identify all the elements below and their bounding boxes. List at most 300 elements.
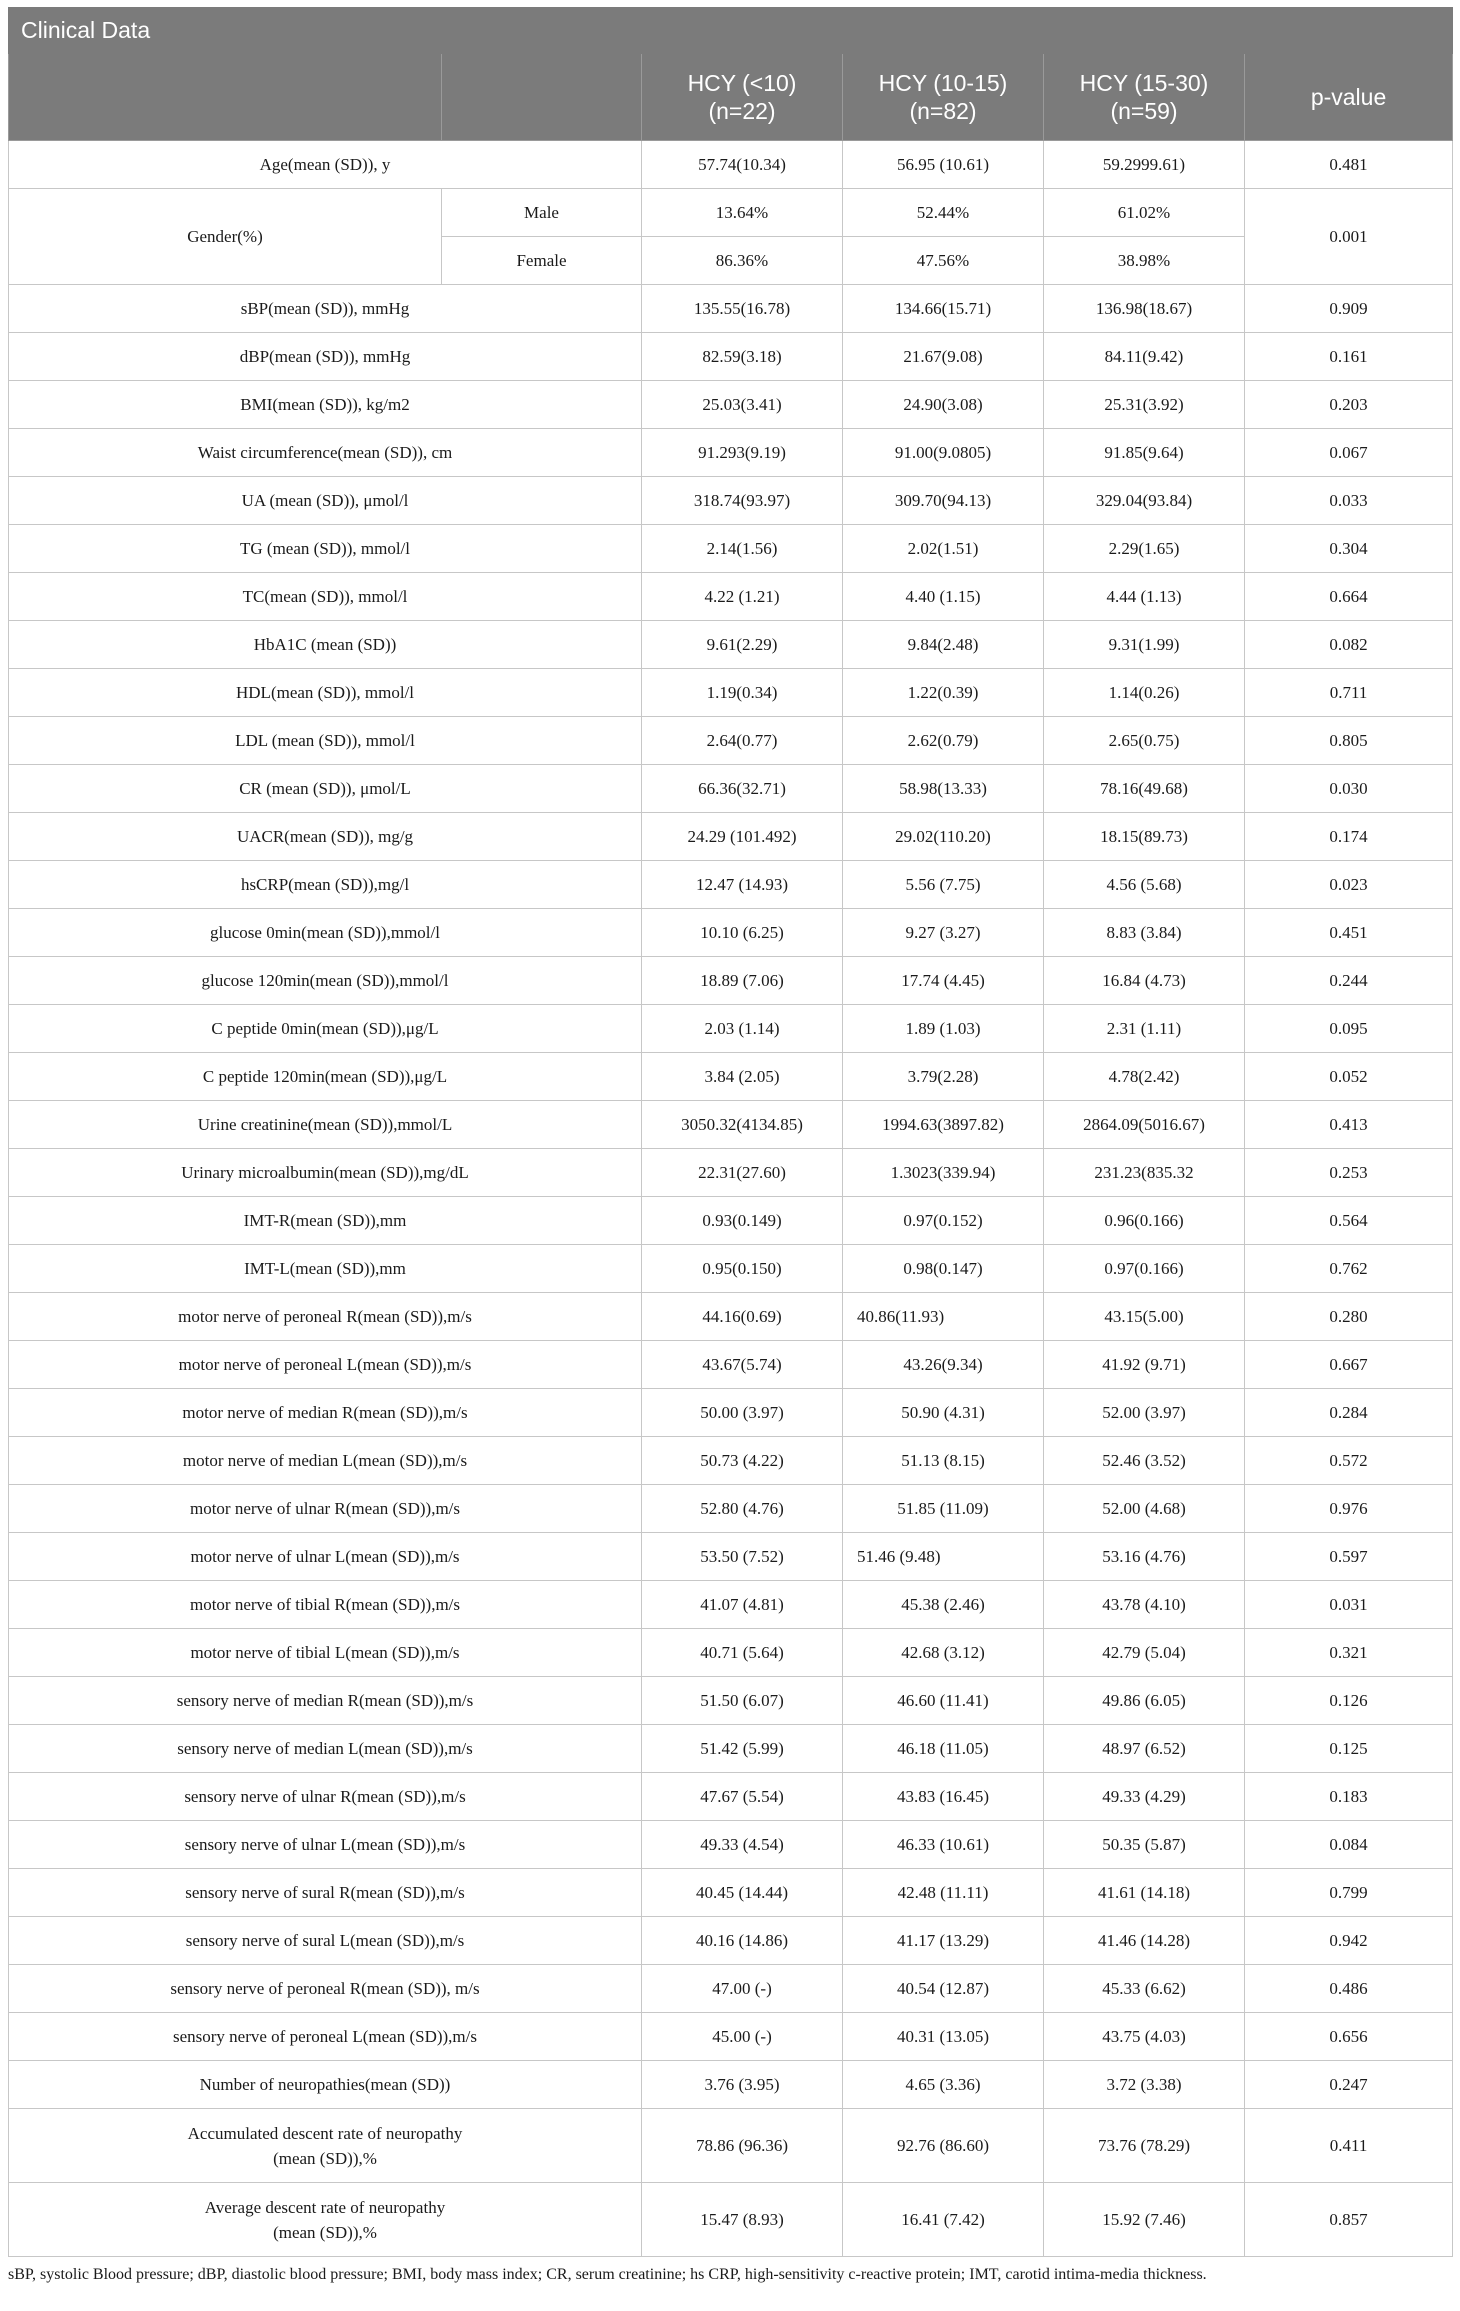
value-cell: 53.16 (4.76) [1044, 1533, 1245, 1581]
value-cell: 46.18 (11.05) [843, 1725, 1044, 1773]
value-cell: 0.97(0.152) [843, 1197, 1044, 1245]
value-cell: 78.16(49.68) [1044, 765, 1245, 813]
row-label [9, 621, 642, 669]
row-label [9, 1245, 642, 1293]
table-row [9, 2109, 1453, 2183]
value-cell: 0.95(0.150) [642, 1245, 843, 1293]
row-label-line: sensory nerve of median R(mean (SD)),m/s [176, 1690, 474, 1710]
value-cell: 50.73 (4.22) [642, 1437, 843, 1485]
row-label [9, 1725, 642, 1773]
row-label-line: TG (mean (SD)), mmol/l [240, 538, 410, 558]
value-cell: 9.84(2.48) [843, 621, 1044, 669]
value-cell: 8.83 (3.84) [1044, 909, 1245, 957]
value-cell: 48.97 (6.52) [1044, 1725, 1245, 1773]
value-cell: 16.41 (7.42) [843, 2183, 1044, 2257]
value-cell: 59.2999.61) [1044, 141, 1245, 189]
header-p-value: p-value [1245, 54, 1453, 141]
value-cell: 84.11(9.42) [1044, 333, 1245, 381]
table-row [9, 1149, 1453, 1197]
row-label [9, 1869, 642, 1917]
value-cell: 17.74 (4.45) [843, 957, 1044, 1005]
row-label-line: sensory nerve of peroneal L(mean (SD)),m/s [172, 2026, 477, 2046]
table-row [9, 717, 1453, 765]
row-label [9, 429, 642, 477]
p-value-cell: 0.067 [1245, 429, 1453, 477]
value-cell: 18.89 (7.06) [642, 957, 843, 1005]
value-cell: 2.31 (1.11) [1044, 1005, 1245, 1053]
table-row [9, 333, 1453, 381]
row-label [9, 669, 642, 717]
table-row [9, 1725, 1453, 1773]
value-cell: 231.23(835.32 [1044, 1149, 1245, 1197]
row-label [9, 1197, 642, 1245]
value-cell: 40.71 (5.64) [642, 1629, 843, 1677]
p-value-cell: 0.411 [1245, 2109, 1453, 2183]
value-cell: 18.15(89.73) [1044, 813, 1245, 861]
value-cell: 22.31(27.60) [642, 1149, 843, 1197]
value-cell: 3.84 (2.05) [642, 1053, 843, 1101]
p-value-cell: 0.711 [1245, 669, 1453, 717]
value-cell: 1.22(0.39) [843, 669, 1044, 717]
value-cell: 9.27 (3.27) [843, 909, 1044, 957]
p-value-cell: 0.030 [1245, 765, 1453, 813]
value-cell: 4.56 (5.68) [1044, 861, 1245, 909]
value-cell: 43.75 (4.03) [1044, 2013, 1245, 2061]
table-row [9, 1053, 1453, 1101]
table-row [9, 813, 1453, 861]
row-label-line: sensory nerve of ulnar L(mean (SD)),m/s [184, 1834, 466, 1854]
p-value-cell: 0.125 [1245, 1725, 1453, 1773]
value-cell: 42.48 (11.11) [843, 1869, 1044, 1917]
row-label-line: sensory nerve of ulnar R(mean (SD)),m/s [184, 1786, 466, 1806]
row-label [9, 1149, 642, 1197]
value-cell: 61.02% [1044, 189, 1245, 237]
value-cell: 5.56 (7.75) [843, 861, 1044, 909]
row-label [9, 1005, 642, 1053]
p-value-cell: 0.284 [1245, 1389, 1453, 1437]
table-row [9, 429, 1453, 477]
value-cell: 92.76 (86.60) [843, 2109, 1044, 2183]
row-label [9, 1821, 642, 1869]
value-cell: 78.86 (96.36) [642, 2109, 843, 2183]
row-label [9, 1053, 642, 1101]
table-row [9, 669, 1453, 717]
p-value-cell: 0.082 [1245, 621, 1453, 669]
row-label [9, 717, 642, 765]
p-value-cell: 0.001 [1245, 189, 1453, 285]
p-value-cell: 0.280 [1245, 1293, 1453, 1341]
table-row [9, 1821, 1453, 1869]
p-value-cell: 0.183 [1245, 1773, 1453, 1821]
value-cell: 86.36% [642, 237, 843, 285]
value-cell: 2864.09(5016.67) [1044, 1101, 1245, 1149]
row-label [9, 1437, 642, 1485]
header-hcy-high-name: HCY (15-30) [1079, 70, 1209, 96]
p-value-cell: 0.052 [1245, 1053, 1453, 1101]
value-cell: 40.45 (14.44) [642, 1869, 843, 1917]
value-cell: 49.33 (4.29) [1044, 1773, 1245, 1821]
value-cell: 2.64(0.77) [642, 717, 843, 765]
row-label [9, 285, 642, 333]
value-cell: 135.55(16.78) [642, 285, 843, 333]
value-cell: 45.33 (6.62) [1044, 1965, 1245, 2013]
p-value-cell: 0.023 [1245, 861, 1453, 909]
row-label-line: motor nerve of median L(mean (SD)),m/s [182, 1450, 468, 1470]
value-cell: 4.65 (3.36) [843, 2061, 1044, 2109]
value-cell: 52.44% [843, 189, 1044, 237]
row-label [9, 765, 642, 813]
value-cell: 24.90(3.08) [843, 381, 1044, 429]
value-cell: 58.98(13.33) [843, 765, 1044, 813]
value-cell: 3050.32(4134.85) [642, 1101, 843, 1149]
table-row [9, 621, 1453, 669]
table-row [9, 573, 1453, 621]
value-cell: 91.85(9.64) [1044, 429, 1245, 477]
table-row [9, 525, 1453, 573]
subgroup-label-female: Female [442, 237, 642, 285]
row-label [9, 813, 642, 861]
row-label-line: motor nerve of tibial R(mean (SD)),m/s [189, 1594, 461, 1614]
value-cell: 309.70(94.13) [843, 477, 1044, 525]
value-cell: 1.89 (1.03) [843, 1005, 1044, 1053]
value-cell: 0.93(0.149) [642, 1197, 843, 1245]
value-cell: 50.90 (4.31) [843, 1389, 1044, 1437]
row-label-line: sensory nerve of median L(mean (SD)),m/s [177, 1738, 473, 1758]
header-hcy-mid-name: HCY (10-15) [878, 70, 1008, 96]
table-row [9, 909, 1453, 957]
table-row [9, 2013, 1453, 2061]
table-row [9, 1917, 1453, 1965]
table-row [9, 2183, 1453, 2257]
value-cell: 73.76 (78.29) [1044, 2109, 1245, 2183]
row-label [9, 2183, 642, 2257]
value-cell: 51.85 (11.09) [843, 1485, 1044, 1533]
row-label-line: sensory nerve of sural R(mean (SD)),m/s [185, 1882, 465, 1902]
row-label [9, 1389, 642, 1437]
row-label-line: C peptide 120min(mean (SD)),μg/L [202, 1066, 448, 1086]
table-row [9, 1869, 1453, 1917]
value-cell: 12.47 (14.93) [642, 861, 843, 909]
subgroup-label-male: Male [442, 189, 642, 237]
p-value-cell: 0.451 [1245, 909, 1453, 957]
value-cell: 51.13 (8.15) [843, 1437, 1044, 1485]
value-cell: 2.14(1.56) [642, 525, 843, 573]
row-label-line: BMI(mean (SD)), kg/m2 [240, 394, 410, 414]
table-row [9, 1101, 1453, 1149]
row-label [9, 1917, 642, 1965]
table-row [9, 1533, 1453, 1581]
row-label [9, 1965, 642, 2013]
value-cell: 4.44 (1.13) [1044, 573, 1245, 621]
table-row [9, 957, 1453, 1005]
value-cell: 41.61 (14.18) [1044, 1869, 1245, 1917]
value-cell: 4.78(2.42) [1044, 1053, 1245, 1101]
table-row [9, 765, 1453, 813]
value-cell: 43.26(9.34) [843, 1341, 1044, 1389]
value-cell: 49.33 (4.54) [642, 1821, 843, 1869]
value-cell: 40.86(11.93) [843, 1293, 1044, 1341]
header-hcy-high [1044, 54, 1245, 141]
p-value-cell: 0.976 [1245, 1485, 1453, 1533]
value-cell: 46.33 (10.61) [843, 1821, 1044, 1869]
value-cell: 2.03 (1.14) [642, 1005, 843, 1053]
value-cell: 0.98(0.147) [843, 1245, 1044, 1293]
clinical-data-table-container [8, 7, 1452, 2257]
header-hcy-low [642, 54, 843, 141]
row-label-line: (mean (SD)),% [273, 2222, 377, 2242]
value-cell: 3.72 (3.38) [1044, 2061, 1245, 2109]
value-cell: 51.46 (9.48) [843, 1533, 1044, 1581]
value-cell: 44.16(0.69) [642, 1293, 843, 1341]
value-cell: 41.92 (9.71) [1044, 1341, 1245, 1389]
value-cell: 47.56% [843, 237, 1044, 285]
header-hcy-low-name: HCY (<10) [687, 70, 797, 96]
header-hcy-high-n: (n=59) [1110, 98, 1178, 124]
row-label-line: C peptide 0min(mean (SD)),μg/L [211, 1018, 439, 1038]
p-value-cell: 0.174 [1245, 813, 1453, 861]
row-label [9, 1677, 642, 1725]
row-label [9, 1533, 642, 1581]
row-label [9, 525, 642, 573]
table-row [9, 285, 1453, 333]
header-variable-blank [9, 54, 442, 141]
row-label [9, 1293, 642, 1341]
row-label-line: motor nerve of peroneal R(mean (SD)),m/s [178, 1306, 472, 1326]
value-cell: 329.04(93.84) [1044, 477, 1245, 525]
p-value-cell: 0.253 [1245, 1149, 1453, 1197]
table-row [9, 1005, 1453, 1053]
p-value-cell: 0.031 [1245, 1581, 1453, 1629]
row-label [9, 573, 642, 621]
row-label [9, 1773, 642, 1821]
value-cell: 42.68 (3.12) [843, 1629, 1044, 1677]
value-cell: 52.46 (3.52) [1044, 1437, 1245, 1485]
value-cell: 42.79 (5.04) [1044, 1629, 1245, 1677]
p-value-cell: 0.799 [1245, 1869, 1453, 1917]
value-cell: 38.98% [1044, 237, 1245, 285]
value-cell: 50.35 (5.87) [1044, 1821, 1245, 1869]
row-label-gender: Gender(%) [9, 189, 442, 285]
p-value-cell: 0.857 [1245, 2183, 1453, 2257]
row-label [9, 1581, 642, 1629]
p-value-cell: 0.664 [1245, 573, 1453, 621]
row-label-line: Urine creatinine(mean (SD)),mmol/L [197, 1114, 453, 1134]
value-cell: 10.10 (6.25) [642, 909, 843, 957]
row-label-line: Age(mean (SD)), y [259, 154, 391, 174]
row-label-line: CR (mean (SD)), μmol/L [239, 778, 411, 798]
table-row [9, 1485, 1453, 1533]
p-value-cell: 0.203 [1245, 381, 1453, 429]
value-cell: 45.38 (2.46) [843, 1581, 1044, 1629]
row-label-line: Urinary microalbumin(mean (SD)),mg/dL [181, 1162, 469, 1182]
value-cell: 47.00 (-) [642, 1965, 843, 2013]
table-row [9, 2061, 1453, 2109]
row-label-line: LDL (mean (SD)), mmol/l [235, 730, 415, 750]
value-cell: 24.29 (101.492) [642, 813, 843, 861]
table-footnote: sBP, systolic Blood pressure; dBP, diastolic blood pressure; BMI, body mass index; CR, serum creatinine; hs CRP, high-sensitivity c-reactive protein; IMT, carotid intima-media thickness. [8, 2266, 1207, 2283]
table-row [9, 1437, 1453, 1485]
p-value-cell: 0.033 [1245, 477, 1453, 525]
row-label-line: motor nerve of peroneal L(mean (SD)),m/s [178, 1354, 472, 1374]
value-cell: 3.79(2.28) [843, 1053, 1044, 1101]
table-row [9, 1677, 1453, 1725]
row-label-line: dBP(mean (SD)), mmHg [239, 346, 411, 366]
row-label [9, 2109, 642, 2183]
table-row [9, 1341, 1453, 1389]
p-value-cell: 0.597 [1245, 1533, 1453, 1581]
p-value-cell: 0.909 [1245, 285, 1453, 333]
row-label-line: motor nerve of median R(mean (SD)),m/s [182, 1402, 468, 1422]
row-label [9, 909, 642, 957]
column-header-row [9, 54, 1453, 141]
table-row [9, 1197, 1453, 1245]
p-value-cell: 0.084 [1245, 1821, 1453, 1869]
table-row [9, 1629, 1453, 1677]
row-label-line: glucose 120min(mean (SD)),mmol/l [201, 970, 449, 990]
row-label-line: Accumulated descent rate of neuropathy [187, 2123, 463, 2143]
p-value-cell: 0.095 [1245, 1005, 1453, 1053]
p-value-cell: 0.321 [1245, 1629, 1453, 1677]
row-label-line: HbA1C (mean (SD)) [253, 634, 397, 654]
p-value-cell: 0.304 [1245, 525, 1453, 573]
table-row [9, 861, 1453, 909]
value-cell: 4.40 (1.15) [843, 573, 1044, 621]
row-label [9, 957, 642, 1005]
value-cell: 51.50 (6.07) [642, 1677, 843, 1725]
value-cell: 136.98(18.67) [1044, 285, 1245, 333]
value-cell: 25.31(3.92) [1044, 381, 1245, 429]
header-hcy-mid [843, 54, 1044, 141]
value-cell: 1.19(0.34) [642, 669, 843, 717]
row-label [9, 141, 642, 189]
value-cell: 52.80 (4.76) [642, 1485, 843, 1533]
value-cell: 29.02(110.20) [843, 813, 1044, 861]
row-label-line: UA (mean (SD)), μmol/l [241, 490, 409, 510]
p-value-cell: 0.942 [1245, 1917, 1453, 1965]
value-cell: 41.17 (13.29) [843, 1917, 1044, 1965]
row-label-line: TC(mean (SD)), mmol/l [242, 586, 408, 606]
value-cell: 1.14(0.26) [1044, 669, 1245, 717]
value-cell: 41.07 (4.81) [642, 1581, 843, 1629]
value-cell: 40.16 (14.86) [642, 1917, 843, 1965]
table-row [9, 381, 1453, 429]
value-cell: 2.02(1.51) [843, 525, 1044, 573]
row-label [9, 381, 642, 429]
row-label [9, 1101, 642, 1149]
p-value-cell: 0.564 [1245, 1197, 1453, 1245]
value-cell: 52.00 (3.97) [1044, 1389, 1245, 1437]
row-label-line: UACR(mean (SD)), mg/g [236, 826, 414, 846]
value-cell: 15.47 (8.93) [642, 2183, 843, 2257]
table-row-gender-male [9, 189, 1453, 237]
table-row [9, 1581, 1453, 1629]
row-label [9, 477, 642, 525]
value-cell: 46.60 (11.41) [843, 1677, 1044, 1725]
row-label-line: Average descent rate of neuropathy [204, 2197, 446, 2217]
value-cell: 50.00 (3.97) [642, 1389, 843, 1437]
value-cell: 43.67(5.74) [642, 1341, 843, 1389]
value-cell: 53.50 (7.52) [642, 1533, 843, 1581]
row-label-line: Waist circumference(mean (SD)), cm [197, 442, 453, 462]
row-label [9, 1629, 642, 1677]
value-cell: 4.22 (1.21) [642, 573, 843, 621]
value-cell: 52.00 (4.68) [1044, 1485, 1245, 1533]
value-cell: 57.74(10.34) [642, 141, 843, 189]
p-value-cell: 0.486 [1245, 1965, 1453, 2013]
row-label-line: glucose 0min(mean (SD)),mmol/l [210, 922, 440, 942]
row-label-line: IMT-R(mean (SD)),mm [243, 1210, 407, 1230]
row-label-line: (mean (SD)),% [273, 2148, 377, 2168]
header-subgroup-blank [442, 54, 642, 141]
table-row [9, 1245, 1453, 1293]
table-row [9, 1965, 1453, 2013]
value-cell: 82.59(3.18) [642, 333, 843, 381]
value-cell: 40.31 (13.05) [843, 2013, 1044, 2061]
row-label-line: HDL(mean (SD)), mmol/l [236, 682, 414, 702]
p-value-cell: 0.244 [1245, 957, 1453, 1005]
value-cell: 2.65(0.75) [1044, 717, 1245, 765]
clinical-data-table [8, 7, 1453, 2257]
p-value-cell: 0.481 [1245, 141, 1453, 189]
table-row [9, 1293, 1453, 1341]
row-label [9, 2013, 642, 2061]
row-label [9, 2061, 642, 2109]
value-cell: 43.83 (16.45) [843, 1773, 1044, 1821]
value-cell: 13.64% [642, 189, 843, 237]
value-cell: 40.54 (12.87) [843, 1965, 1044, 2013]
value-cell: 2.29(1.65) [1044, 525, 1245, 573]
value-cell: 1.3023(339.94) [843, 1149, 1044, 1197]
value-cell: 1994.63(3897.82) [843, 1101, 1044, 1149]
value-cell: 66.36(32.71) [642, 765, 843, 813]
row-label-line: hsCRP(mean (SD)),mg/l [240, 874, 410, 894]
table-row [9, 141, 1453, 189]
table-row [9, 477, 1453, 525]
row-label-line: Number of neuropathies(mean (SD)) [199, 2074, 451, 2094]
row-label-line: motor nerve of tibial L(mean (SD)),m/s [190, 1642, 460, 1662]
p-value-cell: 0.805 [1245, 717, 1453, 765]
value-cell: 2.62(0.79) [843, 717, 1044, 765]
header-hcy-mid-n: (n=82) [909, 98, 977, 124]
p-value-cell: 0.413 [1245, 1101, 1453, 1149]
value-cell: 318.74(93.97) [642, 477, 843, 525]
value-cell: 47.67 (5.54) [642, 1773, 843, 1821]
value-cell: 16.84 (4.73) [1044, 957, 1245, 1005]
value-cell: 43.15(5.00) [1044, 1293, 1245, 1341]
row-label-line: IMT-L(mean (SD)),mm [244, 1258, 406, 1278]
value-cell: 0.96(0.166) [1044, 1197, 1245, 1245]
p-value-cell: 0.667 [1245, 1341, 1453, 1389]
value-cell: 43.78 (4.10) [1044, 1581, 1245, 1629]
table-row [9, 1773, 1453, 1821]
row-label [9, 333, 642, 381]
value-cell: 15.92 (7.46) [1044, 2183, 1245, 2257]
p-value-cell: 0.126 [1245, 1677, 1453, 1725]
p-value-cell: 0.572 [1245, 1437, 1453, 1485]
value-cell: 9.61(2.29) [642, 621, 843, 669]
row-label-line: sBP(mean (SD)), mmHg [240, 298, 410, 318]
row-label-line: motor nerve of ulnar L(mean (SD)),m/s [190, 1546, 460, 1566]
value-cell: 25.03(3.41) [642, 381, 843, 429]
row-label-line: motor nerve of ulnar R(mean (SD)),m/s [189, 1498, 461, 1518]
p-value-cell: 0.656 [1245, 2013, 1453, 2061]
value-cell: 45.00 (-) [642, 2013, 843, 2061]
value-cell: 9.31(1.99) [1044, 621, 1245, 669]
row-label [9, 1341, 642, 1389]
table-body [9, 141, 1453, 2257]
value-cell: 56.95 (10.61) [843, 141, 1044, 189]
value-cell: 41.46 (14.28) [1044, 1917, 1245, 1965]
